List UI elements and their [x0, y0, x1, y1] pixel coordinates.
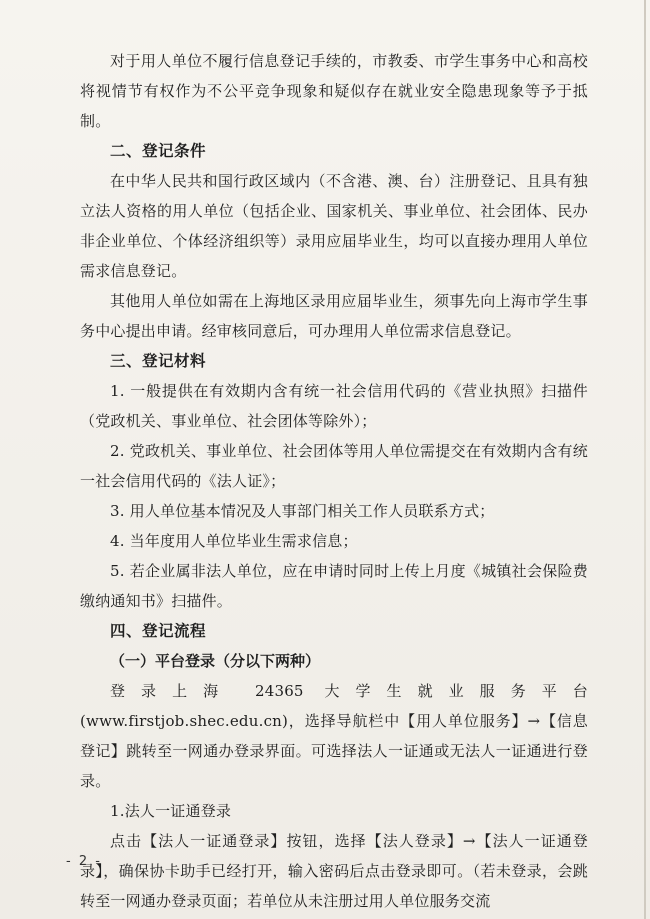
material-item-3: 3. 用人单位基本情况及人事部门相关工作人员联系方式； — [110, 502, 495, 520]
heading-registration-materials: 三、登记材料 — [110, 352, 207, 370]
paragraph-violation-notice: 对于用人单位不履行信息登记手续的，市教委、市学生事务中心和高校将视情节有权作为不公平竞争现象和疑似存在就业安全隐患现象等予于抵制。 — [80, 52, 588, 130]
material-item-1: 1. 一般提供在有效期内含有统一社会信用代码的《营业执照》扫描件（党政机关、事业单位、社会团体等除外）； — [80, 382, 588, 430]
material-item-4: 4. 当年度用人单位毕业生需求信息； — [110, 532, 358, 550]
paragraph-legal-cert-login-steps: 点击【法人一证通登录】按钮，选择【法人登录】→【法人一证通登录】，确保协卡助手已经打开，输入密码后点击登录即可。（若未登录，会跳转至一网通办登录页面；若单位从未注册过用人单位服务交流 — [80, 832, 588, 910]
heading-registration-process: 四、登记流程 — [110, 622, 207, 640]
page-number: - 2 - — [66, 854, 102, 869]
paragraph-other-units: 其他用人单位如需在上海地区录用应届毕业生，须事先向上海市学生事务中心提出申请。经审核同意后，可办理用人单位需求信息登记。 — [80, 292, 588, 340]
page-edge-shadow — [644, 0, 646, 919]
heading-registration-conditions: 二、登记条件 — [110, 142, 207, 160]
paragraph-legal-cert-login-title: 1.法人一证通登录 — [110, 802, 232, 820]
paragraph-eligible-units: 在中华人民共和国行政区域内（不含港、澳、台）注册登记、且具有独立法人资格的用人单位（包括企业、国家机关、事业单位、社会团体、民办非企业单位、个体经济组织等）录用应届毕业生，均可以直接办理用人单位需求信息登记。 — [80, 172, 588, 280]
material-item-2: 2. 党政机关、事业单位、社会团体等用人单位需提交在有效期内含有统一社会信用代码的《法人证》； — [80, 442, 588, 490]
paragraph-login-instructions: 登录上海 24365 大学生就业服务平台(www.firstjob.shec.edu.cn)，选择导航栏中【用人单位服务】→【信息登记】跳转至一网通办登录界面。可选择法人一证通或无法人一证通进行登录。 — [80, 682, 588, 790]
material-item-5: 5. 若企业属非法人单位，应在申请时同时上传上月度《城镇社会保险费缴纳通知书》扫描件。 — [80, 562, 588, 610]
subheading-platform-login: （一）平台登录（分以下两种） — [110, 652, 321, 670]
